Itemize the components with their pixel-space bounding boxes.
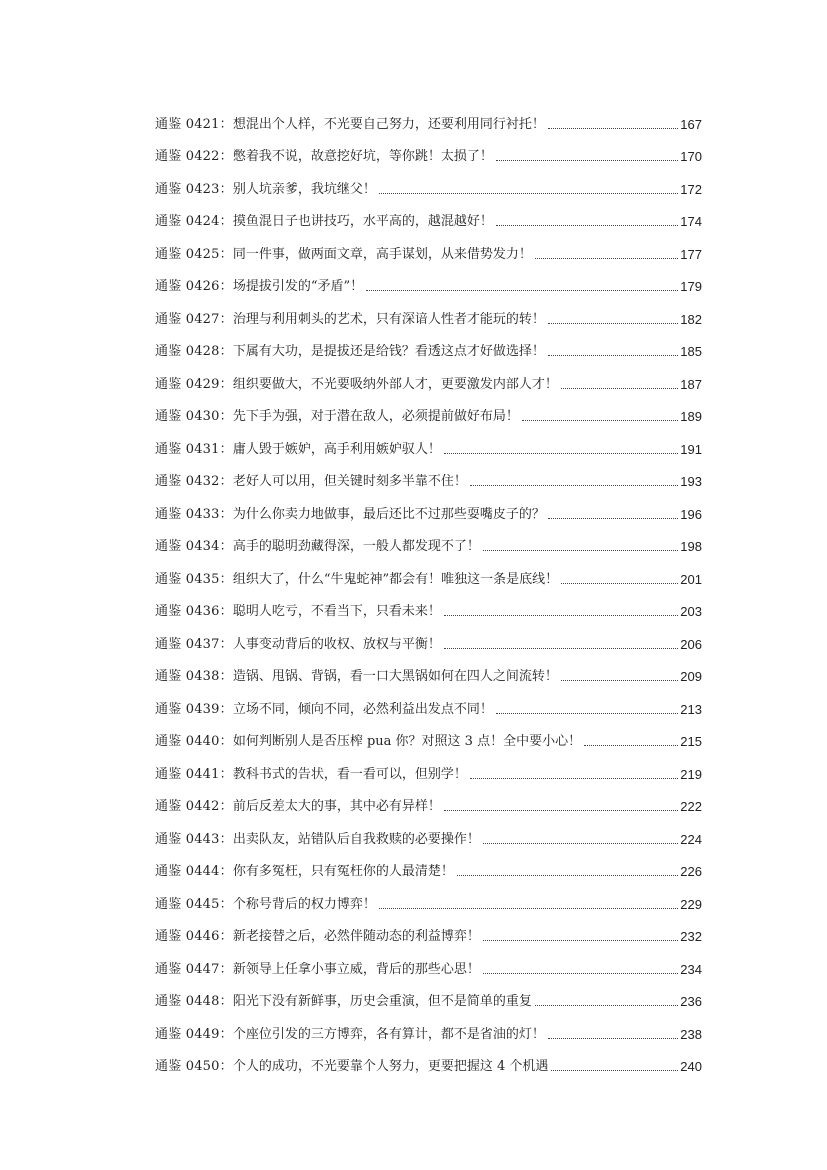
toc-dot-leader (366, 290, 678, 291)
toc-entry[interactable] (155, 133, 702, 166)
toc-entry-title: 憋着我不说，故意挖好坑，等你跳！太损了！ (232, 149, 493, 164)
toc-dot-leader (444, 615, 678, 616)
toc-entry[interactable] (155, 978, 702, 1011)
toc-entry-label: 通鉴 0428： (155, 344, 233, 359)
toc-entry-title: 老好人可以用，但关键时刻多半靠不住！ (232, 474, 467, 489)
toc-entry-title: 组织大了，什么“牛鬼蛇神”都会有！唯独这一条是底线！ (232, 571, 559, 587)
toc-entry-title: 摸鱼混日子也讲技巧，水平高的，越混越好！ (232, 214, 493, 229)
toc-dot-leader (561, 680, 678, 681)
toc-entry-page-number: 198 (680, 539, 702, 554)
toc-entry-page-number: 189 (680, 409, 702, 424)
toc-entry-page-number: 226 (680, 864, 702, 879)
toc-entry[interactable] (155, 1010, 702, 1043)
toc-entry-label: 通鉴 0437： (155, 636, 233, 652)
toc-dot-leader (470, 485, 678, 486)
toc-entry-title: 新老接替之后，必然伴随动态的利益博弈！ (232, 929, 480, 944)
toc-entry[interactable] (155, 848, 702, 881)
toc-entry[interactable] (155, 198, 702, 231)
toc-entry-label: 通鉴 0444： (155, 864, 233, 879)
toc-entry-title: 个称号背后的权力博弈！ (232, 896, 376, 912)
toc-dot-leader (584, 745, 678, 746)
toc-dot-leader (444, 810, 678, 811)
toc-entry[interactable] (155, 620, 702, 653)
toc-entry-label: 通鉴 0450： (155, 1059, 233, 1074)
toc-entry-label: 通鉴 0429： (155, 376, 233, 392)
toc-entry[interactable] (155, 945, 702, 978)
toc-entry[interactable] (155, 555, 702, 588)
toc-entry-page-number: 174 (680, 214, 702, 229)
toc-entry-page-number: 179 (680, 279, 702, 294)
toc-entry-label: 通鉴 0440： (155, 734, 233, 749)
toc-entry-page-number: 185 (680, 344, 702, 359)
toc-entry[interactable] (155, 523, 702, 556)
toc-entry-label: 通鉴 0445： (155, 896, 233, 912)
toc-entry-title: 立场不同，倾向不同，必然利益出发点不同！ (232, 701, 493, 717)
toc-entry-label: 通鉴 0427： (155, 311, 233, 327)
toc-entry-label: 通鉴 0433： (155, 506, 233, 522)
toc-entry-label: 通鉴 0443： (155, 831, 233, 847)
toc-entry[interactable] (155, 880, 702, 913)
toc-entry-label: 通鉴 0431： (155, 441, 233, 457)
toc-entry-title: 个人的成功，不光要靠个人努力，更要把握这 4 个机遇 (232, 1059, 549, 1074)
toc-entry-title: 阳光下没有新鲜事，历史会重演，但不是简单的重复 (232, 994, 532, 1009)
toc-entry-page-number: 167 (680, 116, 702, 132)
toc-entry[interactable] (155, 458, 702, 491)
toc-entry-title: 你有多冤枉，只有冤枉你的人最清楚！ (232, 864, 454, 879)
toc-entry[interactable] (155, 328, 702, 361)
toc-dot-leader (496, 713, 678, 714)
toc-entry[interactable] (155, 588, 702, 621)
toc-entry-title: 聪明人吃亏，不看当下，只看未来！ (232, 604, 441, 619)
toc-entry-label: 通鉴 0435： (155, 571, 233, 587)
toc-entry-label: 通鉴 0442： (155, 799, 233, 814)
toc-entry-title: 个座位引发的三方博弈，各有算计，都不是省油的灯！ (232, 1026, 545, 1042)
toc-entry-title: 治理与利用刺头的艺术，只有深谙人性者才能玩的转！ (232, 311, 545, 327)
toc-entry[interactable] (155, 653, 702, 686)
toc-entry-title: 组织要做大，不光要吸纳外部人才，更要激发内部人才！ (232, 376, 558, 392)
toc-entry[interactable] (155, 718, 702, 751)
toc-entry-page-number: 213 (680, 701, 702, 717)
toc-dot-leader (548, 1038, 678, 1039)
toc-entry[interactable] (155, 783, 702, 816)
toc-entry[interactable] (155, 360, 702, 393)
toc-dot-leader (548, 355, 678, 356)
toc-entry[interactable] (155, 165, 702, 198)
toc-entry[interactable] (155, 750, 702, 783)
toc-entry-title: 为什么你卖力地做事，最后还比不过那些耍嘴皮子的？ (232, 506, 545, 522)
toc-entry-page-number: 196 (680, 506, 702, 522)
toc-dot-leader (483, 940, 678, 941)
toc-entry-label: 通鉴 0436： (155, 604, 233, 619)
toc-entry-page-number: 201 (680, 571, 702, 587)
toc-entry-title: 高手的聪明劲藏得深，一般人都发现不了！ (232, 539, 480, 554)
toc-entry[interactable] (155, 263, 702, 296)
toc-dot-leader (548, 323, 678, 324)
toc-entry-page-number: 236 (680, 994, 702, 1009)
toc-entry[interactable] (155, 490, 702, 523)
toc-dot-leader (496, 225, 678, 226)
toc-entry-page-number: 170 (680, 149, 702, 164)
toc-dot-leader (483, 973, 678, 974)
toc-entry[interactable] (155, 913, 702, 946)
toc-entry[interactable] (155, 685, 702, 718)
toc-dot-leader (470, 778, 678, 779)
toc-dot-leader (551, 1070, 678, 1071)
toc-entry-label: 通鉴 0449： (155, 1026, 233, 1042)
toc-entry-title: 教科书式的告状，看一看可以，但别学！ (232, 766, 467, 782)
toc-entry-label: 通鉴 0422： (155, 149, 233, 164)
toc-dot-leader (548, 128, 678, 129)
toc-entry-page-number: 177 (680, 246, 702, 262)
toc-entry-page-number: 232 (680, 929, 702, 944)
toc-entry-page-number: 215 (680, 734, 702, 749)
table-of-contents (155, 100, 702, 1075)
toc-entry-label: 通鉴 0441： (155, 766, 233, 782)
toc-entry-title: 造锅、甩锅、背锅，看一口大黑锅如何在四人之间流转！ (232, 669, 558, 684)
toc-entry-label: 通鉴 0438： (155, 669, 233, 684)
toc-entry-label: 通鉴 0430： (155, 409, 233, 424)
toc-entry-page-number: 209 (680, 669, 702, 684)
toc-entry-page-number: 206 (680, 636, 702, 652)
toc-entry[interactable] (155, 393, 702, 426)
toc-entry-page-number: 240 (680, 1059, 702, 1074)
toc-entry-page-number: 187 (680, 376, 702, 392)
toc-entry-page-number: 172 (680, 181, 702, 197)
toc-entry-page-number: 222 (680, 799, 702, 814)
toc-dot-leader (496, 160, 678, 161)
toc-entry-page-number: 238 (680, 1026, 702, 1042)
toc-entry-title: 新领导上任拿小事立威，背后的那些心思！ (232, 961, 480, 977)
toc-entry-label: 通鉴 0434： (155, 539, 233, 554)
toc-entry[interactable] (155, 295, 702, 328)
toc-dot-leader (522, 420, 678, 421)
toc-entry-label: 通鉴 0421： (155, 116, 233, 132)
toc-dot-leader (379, 193, 678, 194)
toc-entry-title: 想混出个人样，不光要自己努力，还要利用同行衬托！ (232, 116, 545, 132)
toc-entry-title: 别人坑亲爹，我坑继父！ (232, 181, 376, 197)
toc-entry-label: 通鉴 0446： (155, 929, 233, 944)
toc-entry-title: 如何判断别人是否压榨 pua 你？对照这 3 点！全中要小心！ (232, 734, 582, 749)
toc-dot-leader (483, 550, 678, 551)
toc-entry-title: 庸人毁于嫉妒，高手利用嫉妒驭人！ (232, 441, 441, 457)
toc-entry[interactable] (155, 230, 702, 263)
toc-entry-page-number: 229 (680, 896, 702, 912)
toc-entry-page-number: 234 (680, 961, 702, 977)
toc-entry-label: 通鉴 0447： (155, 961, 233, 977)
toc-entry-title: 同一件事，做两面文章，高手谋划，从来借势发力！ (232, 246, 532, 262)
toc-entry[interactable] (155, 815, 702, 848)
toc-dot-leader (535, 1005, 678, 1006)
toc-entry-title: 场提拔引发的“矛盾”！ (232, 279, 364, 294)
toc-entry[interactable] (155, 425, 702, 458)
toc-entry-label: 通鉴 0432： (155, 474, 233, 489)
toc-entry-page-number: 203 (680, 604, 702, 619)
toc-entry-label: 通鉴 0425： (155, 246, 233, 262)
toc-dot-leader (535, 258, 678, 259)
toc-dot-leader (444, 453, 678, 454)
toc-dot-leader (561, 583, 678, 584)
toc-dot-leader (379, 908, 678, 909)
toc-dot-leader (457, 875, 678, 876)
toc-dot-leader (548, 518, 678, 519)
toc-dot-leader (561, 388, 678, 389)
toc-entry-title: 先下手为强，对于潜在敌人，必须提前做好布局！ (232, 409, 519, 424)
toc-entry-page-number: 224 (680, 831, 702, 847)
toc-dot-leader (483, 843, 678, 844)
toc-entry-label: 通鉴 0439： (155, 701, 233, 717)
toc-entry-label: 通鉴 0423： (155, 181, 233, 197)
toc-entry-title: 前后反差太大的事，其中必有异样！ (232, 799, 441, 814)
toc-entry-title: 出卖队友，站错队后自我救赎的必要操作！ (232, 831, 480, 847)
toc-entry-page-number: 193 (680, 474, 702, 489)
toc-entry-title: 下属有大功，是提拔还是给钱？看透这点才好做选择！ (232, 344, 545, 359)
toc-entry-label: 通鉴 0426： (155, 279, 233, 294)
toc-entry-title: 人事变动背后的收权、放权与平衡！ (232, 636, 441, 652)
toc-entry[interactable] (155, 1043, 702, 1076)
toc-entry-page-number: 219 (680, 766, 702, 782)
toc-entry-page-number: 182 (680, 311, 702, 327)
toc-entry-page-number: 191 (680, 441, 702, 457)
toc-dot-leader (444, 648, 678, 649)
toc-entry-label: 通鉴 0448： (155, 994, 233, 1009)
toc-entry[interactable] (155, 100, 702, 133)
toc-entry-label: 通鉴 0424： (155, 214, 233, 229)
